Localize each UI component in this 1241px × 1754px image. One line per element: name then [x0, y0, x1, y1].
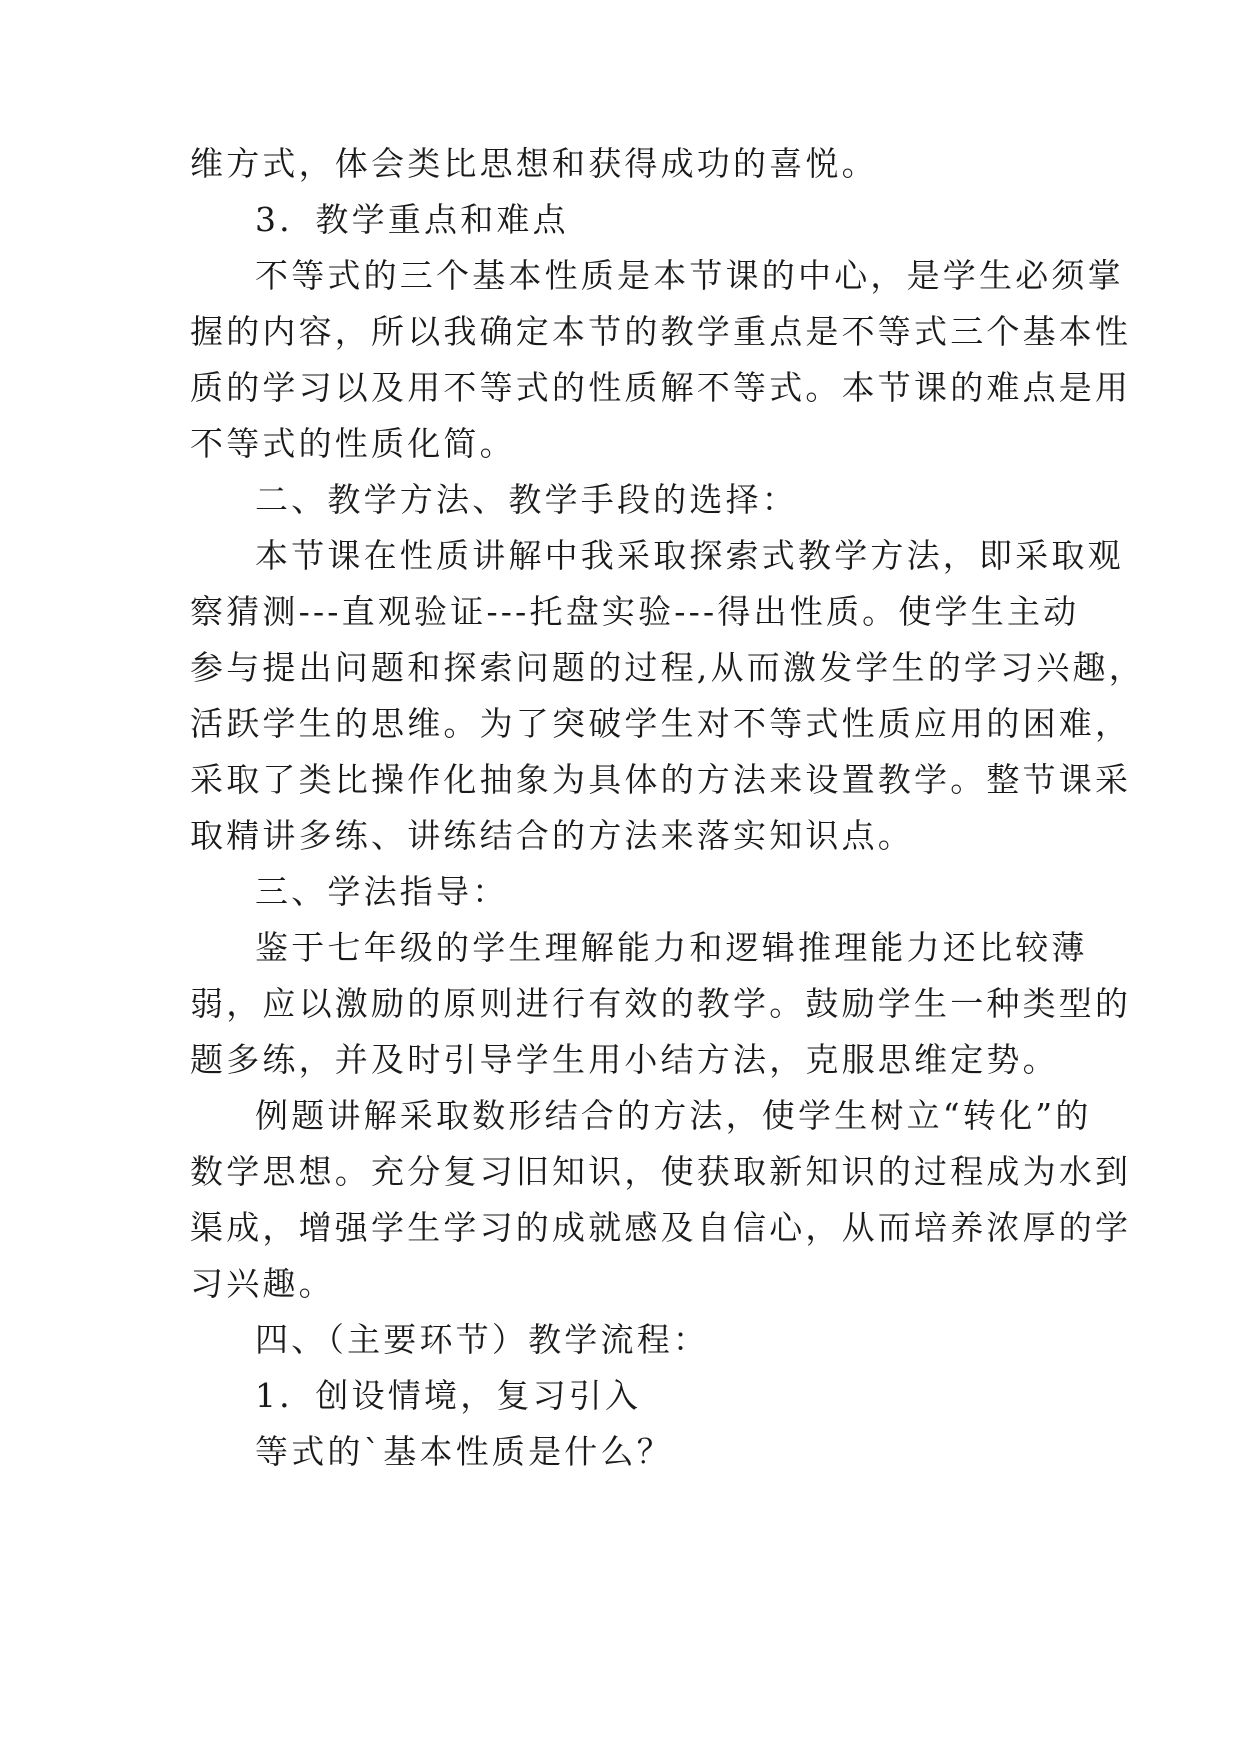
- section-heading: 二、教学方法、教学手段的选择：: [255, 480, 798, 519]
- paragraph-line: 不等式的性质化简。: [190, 424, 516, 463]
- paragraph-line: 弱，应以激励的原则进行有效的教学。鼓励学生一种类型的: [190, 984, 1132, 1023]
- paragraph-line: 握的内容，所以我确定本节的教学重点是不等式三个基本性: [190, 312, 1132, 351]
- paragraph-line: 维方式，体会类比思想和获得成功的喜悦。: [190, 144, 878, 183]
- paragraph-line: 数学思想。充分复习旧知识，使获取新知识的过程成为水到: [190, 1152, 1132, 1191]
- section-heading: 四、（主要环节）教学流程：: [255, 1320, 710, 1359]
- paragraph-line: 例题讲解采取数形结合的方法，使学生树立“转化”的: [255, 1096, 1092, 1135]
- paragraph-line: 习兴趣。: [190, 1264, 335, 1303]
- section-heading: 3．教学重点和难点: [255, 200, 569, 239]
- paragraph-line: 渠成，增强学生学习的成就感及自信心，从而培养浓厚的学: [190, 1208, 1132, 1247]
- paragraph-line: 本节课在性质讲解中我采取探索式教学方法，即采取观: [255, 536, 1124, 575]
- paragraph-line: 取精讲多练、讲练结合的方法来落实知识点。: [190, 816, 914, 855]
- paragraph-line: 活跃学生的思维。为了突破学生对不等式性质应用的困难，: [190, 704, 1132, 743]
- paragraph-line: 鉴于七年级的学生理解能力和逻辑推理能力还比较薄: [255, 928, 1088, 967]
- paragraph-line: 不等式的三个基本性质是本节课的中心，是学生必须掌: [255, 256, 1124, 295]
- section-heading: 1．创设情境，复习引入: [255, 1376, 642, 1415]
- paragraph-line: 题多练，并及时引导学生用小结方法，克服思维定势。: [190, 1040, 1059, 1079]
- paragraph-line: 等式的`基本性质是什么？: [255, 1432, 673, 1471]
- section-heading: 三、学法指导：: [255, 872, 509, 911]
- paragraph-line: 采取了类比操作化抽象为具体的方法来设置教学。整节课采: [190, 760, 1132, 799]
- paragraph-line: 参与提出问题和探索问题的过程,从而激发学生的学习兴趣，: [190, 648, 1145, 687]
- paragraph-line: 察猜测---直观验证---托盘实验---得出性质。使学生主动: [190, 592, 1080, 631]
- paragraph-line: 质的学习以及用不等式的性质解不等式。本节课的难点是用: [190, 368, 1132, 407]
